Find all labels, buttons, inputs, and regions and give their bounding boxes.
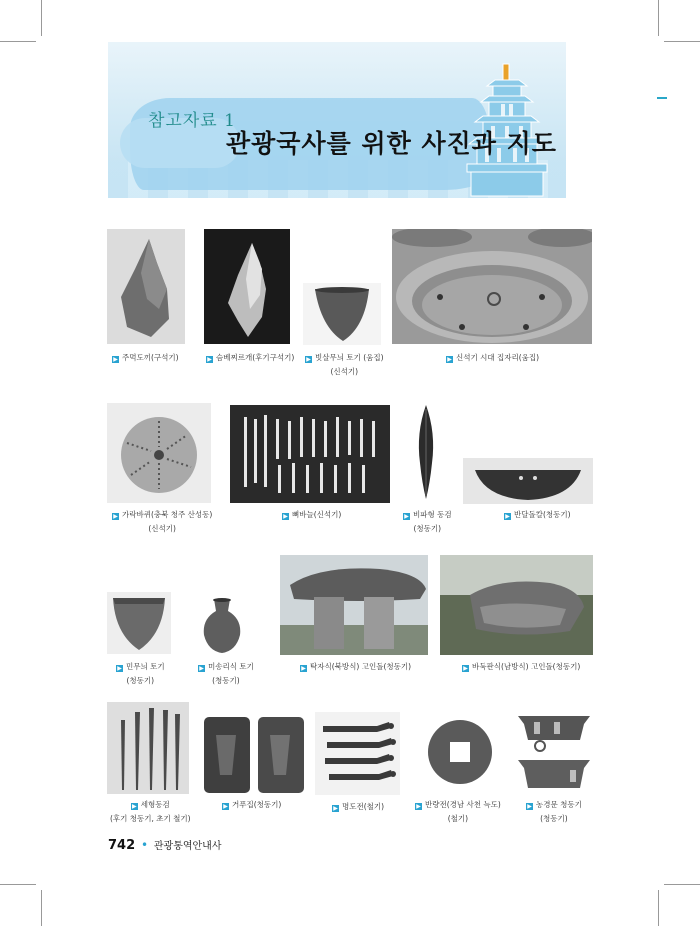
figure-caption	[198, 660, 254, 688]
crop-mark	[664, 884, 700, 885]
photo-comb-pottery	[303, 283, 381, 345]
caption-bullet-icon: ▶	[113, 356, 118, 363]
caption-bullet-icon: ▶	[404, 513, 409, 520]
figure-caption	[403, 508, 452, 536]
caption-text-line2: (청동기)	[540, 814, 568, 823]
caption-text: 반달돌칼(청동기)	[514, 510, 571, 519]
caption-text: 비파형 동검	[413, 510, 452, 519]
figure-caption	[526, 798, 582, 826]
caption-text: 탁자식(북방식) 고인돌(청동기)	[310, 662, 412, 671]
figure-caption	[112, 351, 179, 365]
caption-text: 농경문 청동기	[536, 800, 582, 809]
figure-caption	[462, 660, 580, 674]
caption-text: 뼈바늘(신석기)	[292, 510, 342, 519]
caption-text-line2: (신석기)	[148, 524, 176, 533]
crop-mark	[0, 884, 36, 885]
photo-go-board-dolmen	[440, 555, 593, 655]
caption-text-line2: (철기)	[447, 814, 469, 823]
caption-bullet-icon: ▶	[131, 803, 137, 810]
page-footer	[108, 837, 222, 853]
photo-bone-needles	[230, 405, 390, 503]
caption-text: 슴베찌르개(후기구석기)	[216, 353, 295, 362]
caption-text: 가락바퀴(충북 청주 산성동)	[122, 510, 213, 519]
caption-bullet-icon: ▶	[301, 665, 306, 672]
caption-bullet-icon: ▶	[223, 803, 228, 810]
caption-bullet-icon: ▶	[117, 665, 122, 672]
caption-text: 주먹도끼(구석기)	[122, 353, 179, 362]
figure-caption	[504, 508, 571, 522]
photo-misongri-pottery	[198, 595, 246, 655]
photo-mandolin-dagger	[402, 403, 450, 503]
caption-text-line2: (청동기)	[413, 524, 442, 533]
caption-text: 세형동검	[140, 800, 170, 809]
caption-text: 신석기 시대 집자리(움집)	[456, 353, 540, 362]
caption-bullet-icon: ▶	[199, 665, 204, 672]
photo-knife-money	[315, 712, 400, 795]
crop-mark	[41, 890, 42, 926]
caption-text: 바둑판식(남방식) 고인돌(청동기)	[472, 662, 581, 671]
photo-table-dolmen	[280, 555, 428, 655]
caption-bullet-icon: ▶	[447, 356, 452, 363]
figure-caption	[415, 798, 501, 826]
crop-mark	[658, 0, 659, 36]
caption-bullet-icon: ▶	[283, 513, 288, 520]
photo-banliang-coin	[424, 712, 496, 792]
crop-mark	[658, 890, 659, 926]
caption-text-line2: (청동기)	[212, 676, 240, 685]
section-tab-marker	[657, 97, 667, 99]
photo-agricultural-bronze	[514, 710, 594, 796]
caption-text: 미송리식 토기	[208, 662, 254, 671]
crop-mark	[41, 0, 42, 36]
caption-text: 반량전(경남 사천 늑도)	[425, 800, 501, 809]
figure-caption	[110, 798, 191, 826]
caption-bullet-icon: ▶	[207, 356, 212, 363]
photo-spindle-whorl	[107, 403, 211, 503]
footer-separator: •	[140, 838, 149, 852]
figure-caption	[116, 660, 165, 688]
figure-caption	[222, 798, 281, 812]
figure-caption	[112, 508, 212, 536]
caption-text-line2: (청동기)	[126, 676, 155, 685]
photo-pit-house	[392, 229, 592, 344]
figure-caption	[446, 351, 539, 365]
caption-bullet-icon: ▶	[333, 805, 338, 812]
figure-caption	[332, 800, 384, 814]
figure-caption	[206, 351, 294, 365]
figure-caption	[300, 660, 411, 674]
caption-text-line2: (후기 청동기, 초기 철기)	[110, 814, 191, 823]
caption-bullet-icon: ▶	[527, 803, 532, 810]
crop-mark	[0, 41, 36, 42]
caption-bullet-icon: ▶	[113, 513, 118, 520]
caption-bullet-icon: ▶	[416, 803, 421, 810]
caption-bullet-icon: ▶	[306, 356, 311, 363]
crop-mark	[664, 41, 700, 42]
caption-text: 민무늬 토기	[126, 662, 165, 671]
caption-bullet-icon: ▶	[505, 513, 510, 520]
page-number: 742	[108, 838, 136, 853]
book-title: 관광통역안내사	[153, 841, 222, 852]
photo-plain-pottery	[107, 592, 171, 654]
figure-caption	[305, 351, 384, 379]
photo-half-moon-knife	[463, 458, 593, 504]
photo-tanged-point	[204, 229, 290, 344]
photo-casting-molds	[202, 715, 306, 795]
caption-text-line2: (신석기)	[330, 367, 359, 376]
photo-hand-axe	[107, 229, 185, 344]
photo-slender-daggers	[107, 702, 189, 794]
caption-text: 거푸집(청동기)	[232, 800, 282, 809]
figure-caption	[282, 508, 341, 522]
caption-bullet-icon: ▶	[463, 665, 468, 672]
page-title: 관광국사를 위한 사진과 지도	[226, 129, 557, 158]
caption-text: 명도전(철기)	[342, 802, 385, 811]
section-kicker: 참고자료 1	[148, 111, 236, 131]
caption-text: 빗살무늬 토기 (움집)	[315, 353, 384, 362]
